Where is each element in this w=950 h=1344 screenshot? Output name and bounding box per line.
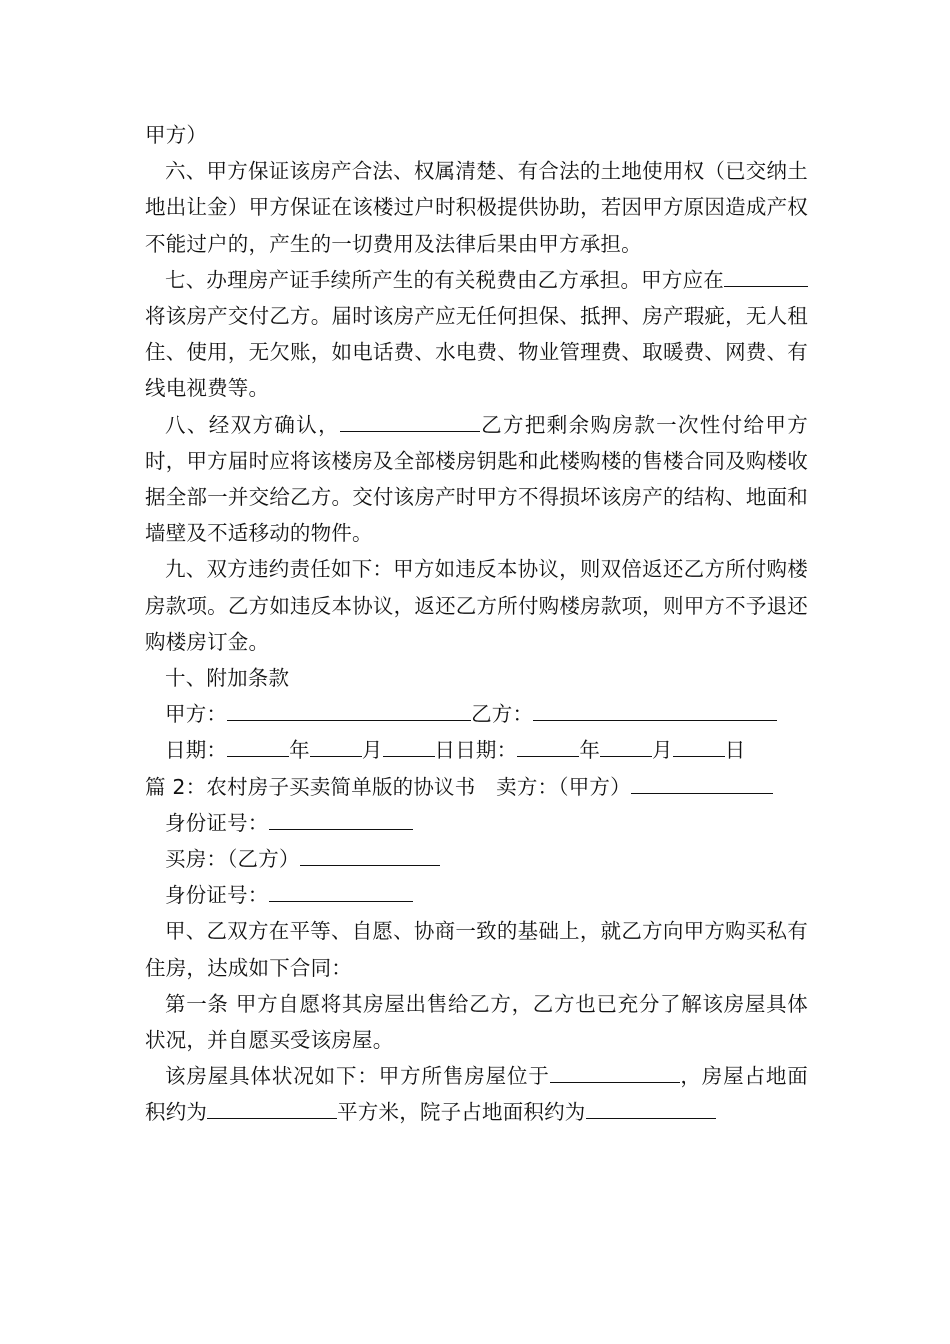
article-one: 第一条 甲方自愿将其房屋出售给乙方，乙方也已充分了解该房屋具体状况，并自愿买受该房屋。 bbox=[145, 991, 808, 1053]
paragraph-party-a-end: 甲方） bbox=[145, 123, 208, 147]
month-blank bbox=[600, 737, 652, 757]
buyer-label: 买房：（乙方） bbox=[165, 847, 300, 872]
party-a-blank bbox=[227, 701, 471, 721]
seller-id-blank bbox=[269, 809, 413, 829]
day-blank bbox=[673, 737, 725, 757]
day-label: 日 bbox=[434, 738, 456, 763]
buyer-id-blank bbox=[269, 882, 413, 902]
year-blank bbox=[517, 737, 579, 757]
signature-line bbox=[145, 696, 808, 732]
party-b-label: 乙方： bbox=[471, 702, 534, 727]
yard-blank bbox=[586, 1099, 716, 1119]
area-blank bbox=[207, 1099, 337, 1119]
location-blank bbox=[550, 1063, 680, 1083]
clause-ten: 十、附加条款 bbox=[165, 666, 290, 691]
contract-text bbox=[145, 117, 808, 1131]
section-two-heading bbox=[145, 769, 808, 805]
clause-eight-part-1: 八、经双方确认， bbox=[165, 412, 340, 437]
month-label: 月 bbox=[361, 738, 383, 763]
month-blank bbox=[310, 737, 362, 757]
clause-seven-part-2: 将该房产交付乙方。届时该房产应无任何担保、抵押、房产瑕疵，无人租住、使用，无欠账，如电话费、水电费、物业管理费、取暖费、网费、有线电视费等。 bbox=[145, 304, 808, 401]
blank-line bbox=[724, 266, 766, 286]
date-label-2: 日期： bbox=[455, 738, 518, 763]
buyer-id-line bbox=[145, 877, 808, 913]
house-area-label: ，房屋占地面积约为 bbox=[145, 1064, 808, 1125]
party-b-blank bbox=[533, 701, 777, 721]
year-label: 年 bbox=[579, 738, 601, 763]
seller-id-line bbox=[145, 805, 808, 841]
seller-id-label: 身份证号： bbox=[165, 810, 269, 835]
buyer-id-label: 身份证号： bbox=[165, 883, 269, 908]
blank-line bbox=[766, 266, 808, 286]
day-label: 日 bbox=[724, 738, 746, 763]
section-two-title: 篇 2：农村房子买卖简单版的协议书 卖方：（甲方） bbox=[145, 774, 631, 799]
agreement-intro: 甲、乙双方在平等、自愿、协商一致的基础上，就乙方向甲方购买私有住房，达成如下合同： bbox=[145, 919, 808, 980]
clause-eight-part-2: 乙方把剩余购房款一次性付给甲方时，甲方届时应将该楼房及全部楼房钥匙和此楼购楼的售楼合同及购楼收据全部一并交给乙方。交付该房产时甲方不得损坏该房产的结构、地面和墙壁及不适移动的物件。 bbox=[145, 412, 808, 546]
house-details bbox=[145, 1058, 808, 1130]
date-label: 日期： bbox=[165, 738, 228, 763]
blank-line bbox=[340, 411, 480, 431]
clause-nine: 九、双方违约责任如下：甲方如违反本协议，则双倍返还乙方所付购楼房款项。乙方如违反本协议，返还乙方所付购楼房款项，则甲方不予退还购楼房订金。 bbox=[145, 557, 808, 654]
year-blank bbox=[227, 737, 289, 757]
clause-seven-part-1: 七、办理房产证手续所产生的有关税费由乙方承担。甲方应在 bbox=[165, 267, 724, 292]
party-a-label: 甲方： bbox=[165, 702, 228, 727]
year-label: 年 bbox=[289, 738, 310, 763]
yard-area-label: 平方米，院子占地面积约为 bbox=[337, 1100, 586, 1125]
clause-six: 六、甲方保证该房产合法、权属清楚、有合法的土地使用权（已交纳土地出让金）甲方保证在该楼过户时积极提供协助，若因甲方原因造成产权不能过户的，产生的一切费用及法律后果由甲方承担。 bbox=[145, 159, 808, 256]
day-blank bbox=[383, 737, 435, 757]
month-label: 月 bbox=[652, 738, 673, 763]
clause-eight bbox=[145, 407, 808, 552]
seller-blank-tail bbox=[763, 773, 773, 793]
buyer-line bbox=[145, 841, 808, 877]
house-location-label: 该房屋具体状况如下：甲方所售房屋位于 bbox=[165, 1064, 550, 1089]
seller-blank bbox=[631, 773, 763, 793]
buyer-blank bbox=[300, 846, 440, 866]
clause-seven bbox=[145, 262, 808, 407]
date-line bbox=[145, 732, 808, 768]
